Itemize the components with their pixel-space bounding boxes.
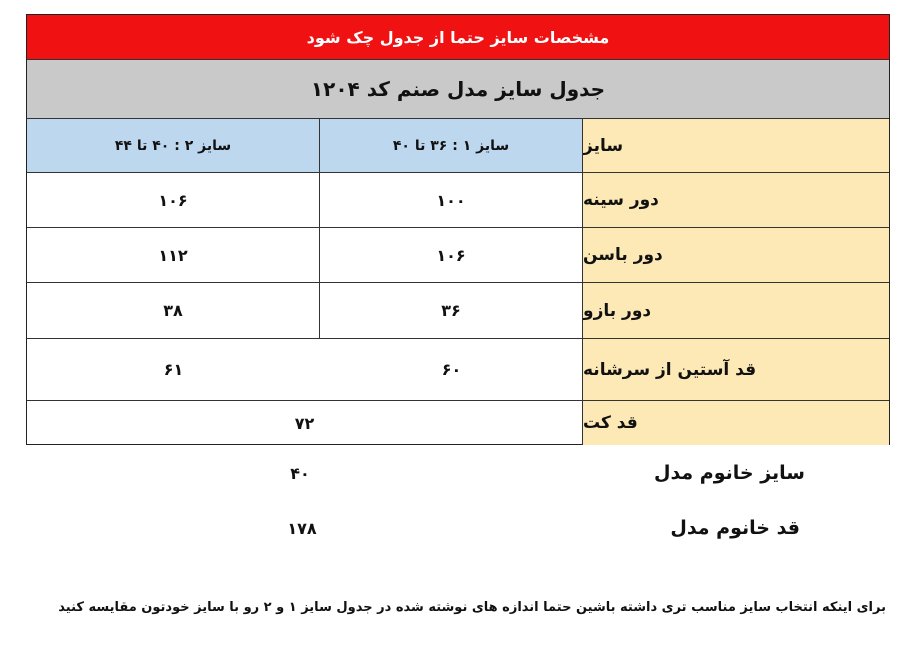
row-label: دور سینه [583, 173, 889, 227]
row-size-2-value: ۱۱۲ [27, 228, 320, 282]
row-size-2-value: ۱۰۶ [27, 173, 320, 227]
table-row [27, 339, 889, 401]
table-row [27, 228, 889, 283]
table-title: جدول سایز مدل صنم کد ۱۲۰۴ [310, 77, 606, 101]
row-merged-value: ۷۲ [27, 401, 583, 445]
row-size-1-value: ۳۶ [320, 283, 583, 338]
size-guide-note: برای اینکه انتخاب سایز مناسب تری داشته باشین حتما اندازه های نوشته شده در جدول سایز ۱ و ۲ رو با سایز خودتون مقایسه کنید [58, 600, 886, 615]
row-size-2-value: ۶۱ [163, 360, 184, 379]
table-row [27, 283, 889, 339]
warning-banner [27, 15, 889, 60]
row-label: قد کت [583, 401, 889, 445]
row-label: قد آستین از سرشانه [583, 339, 889, 400]
table-header-row [27, 119, 889, 173]
row-size-2-value: ۳۸ [27, 283, 320, 338]
table-row [27, 173, 889, 228]
row-size-1-value: ۱۰۶ [320, 228, 583, 282]
row-size-1-value: ۶۰ [441, 360, 462, 379]
header-size-1: سایز ۱ : ۳۶ تا ۴۰ [320, 119, 583, 172]
row-label: دور بازو [583, 283, 889, 338]
model-size-label: سایز خانوم مدل [653, 462, 805, 484]
size-table [26, 14, 890, 445]
table-title-row [27, 60, 889, 119]
row-size-1-value: ۱۰۰ [320, 173, 583, 227]
header-size-2: سایز ۲ : ۴۰ تا ۴۴ [27, 119, 320, 172]
header-size-label: سایز [583, 119, 889, 172]
model-height-value: ۱۷۸ [287, 519, 317, 538]
model-height-label: قد خانوم مدل [670, 517, 800, 539]
banner-text: مشخصات سایز حتما از جدول چک شود [306, 27, 610, 47]
model-size-value: ۴۰ [290, 464, 310, 483]
row-label: دور باسن [583, 228, 889, 282]
table-row [27, 401, 889, 445]
